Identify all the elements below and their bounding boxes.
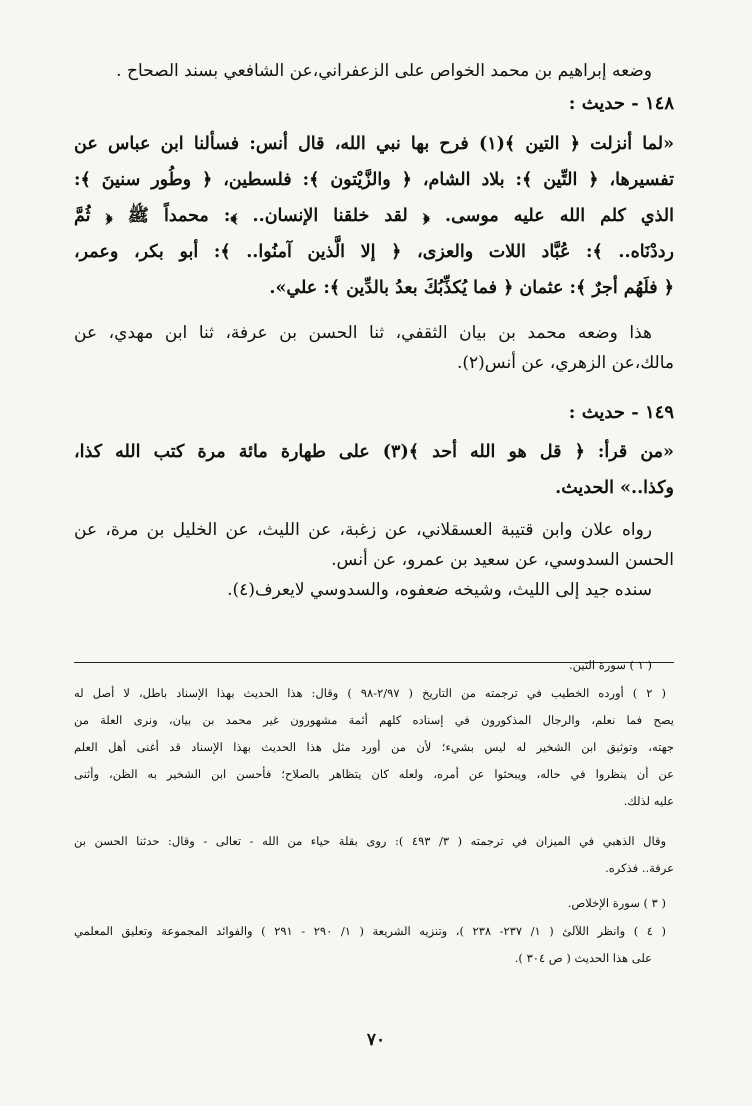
text-line: «لما أنزلت ﴿ التين ﴾(١) فرح بها نبي الله، قال أنس: فسألنا ابن عباس عن — [74, 134, 674, 154]
hadith-149-source — [74, 515, 674, 605]
text-line: رواه علان وابن قتيبة العسقلاني، عن زغبة، عن الليث، عن الخليل بن مرة، عن — [74, 520, 652, 540]
hadith-148-source — [74, 318, 674, 378]
hadith-149-text — [74, 434, 674, 506]
footnote-line: ( ٢ ) أورده الخطيب في ترجمته من التاريخ ( ٢/٩٧-٩٨ ) وقال: هذا الحديث بهذا الإسناد باطل، لا أصل له — [74, 686, 666, 700]
footnote-line: ( ١ ) سورة التين. — [568, 658, 652, 672]
footnote-line: جهته، وتوثيق ابن الشخير له ليس بشيء؛ لأن من أورد مثل هذا الحديث بهذا الإسناد قد أغنى أهل العلم — [74, 740, 674, 754]
footnote-line: وقال الذهبي في الميزان في ترجمته ( ٣/ ٤٩٣ ): روى بقلة حياء من الله - تعالى - وقال: حدثنا الحسن بن — [74, 834, 667, 848]
footnote-line: ( ٤ ) وانظر اللآلئ ( ١/ ٢٣٧- ٢٣٨ )، وتنزيه الشريعة ( ١/ ٢٩٠ - ٢٩١ ) والفوائد المجموعة وتعليق المعلمي — [74, 924, 667, 938]
footnote-3 — [74, 890, 674, 917]
intro-paragraph — [74, 56, 674, 86]
text-line: سنده جيد إلى الليث، وشيخه ضعفوه، والسدوسي لايعرف(٤). — [227, 580, 652, 600]
footnote-line: عن أن ينظروا في حاله، ويبحثوا عن أمره، ولعله كان يتظاهر بالصلاح؛ فأحسن ابن الشخير به الظن، وأثنى — [74, 767, 674, 781]
page-number: ٧٠ — [366, 1030, 386, 1050]
footnote-line: ( ٣ ) سورة الإخلاص. — [567, 896, 666, 910]
footnote-line: يصح فما نعلم، والرجال المذكورون في إسناده كلهم أئمة مشهورون غير محمد بن بيان، ونرى العلة من — [74, 713, 674, 727]
footnote-line: عليه لذلك. — [623, 794, 674, 808]
text-line: رددْنَاه.. ﴾: عُبَّاد اللات والعزى، ﴿ إلا الَّذين آمنُوا.. ﴾: أبو بكر، وعمر، — [74, 242, 674, 262]
text-line: «من قرأ: ﴿ قل هو الله أحد ﴾(٣) على طهارة مائة مرة كتب الله كذا، — [74, 442, 674, 462]
hadith-148-text — [74, 126, 674, 306]
footnote-line: على هذا الحديث ( ص ٣٠٤ ). — [514, 951, 652, 965]
footnote-4 — [74, 918, 674, 972]
hadith-148-heading: ١٤٨ - حديث : — [568, 93, 674, 114]
hadith-149-heading: ١٤٩ - حديث : — [568, 402, 674, 423]
footnote-2 — [74, 680, 674, 815]
text-line: الذي كلم الله عليه موسى. ﴿ لقد خلقنا الإنسان.. ﴾: محمداً ﷺ ﴿ ثُمَّ — [74, 206, 674, 226]
text-line: وضعه إبراهيم بن محمد الخواص على الزعفراني،عن الشافعي بسند الصحاح . — [116, 61, 652, 81]
footnote-1 — [74, 652, 674, 679]
text-line: مالك،عن الزهري، عن أنس(٢). — [456, 353, 674, 373]
text-line: ﴿ فلَهُم أجرٌ ﴾: عثمان ﴿ فما يُكذِّبُكَ بعدُ بالدِّين ﴾: علي». — [269, 278, 674, 298]
text-line: تفسيرها، ﴿ التِّين ﴾: بلاد الشام، ﴿ والزَّيْتون ﴾: فلسطين، ﴿ وطُور سنينَ ﴾: — [74, 170, 674, 190]
footnote-line: عرفة.. فذكره. — [605, 861, 674, 875]
text-line: هذا وضعه محمد بن بيان الثقفي، ثنا الحسن بن عرفة، ثنا ابن مهدي، عن — [74, 323, 652, 343]
footnote-2-continued — [74, 828, 674, 882]
text-line: الحسن السدوسي، عن سعيد بن عمرو، عن أنس. — [331, 550, 674, 570]
text-line: وكذا..» الحديث. — [555, 478, 674, 498]
